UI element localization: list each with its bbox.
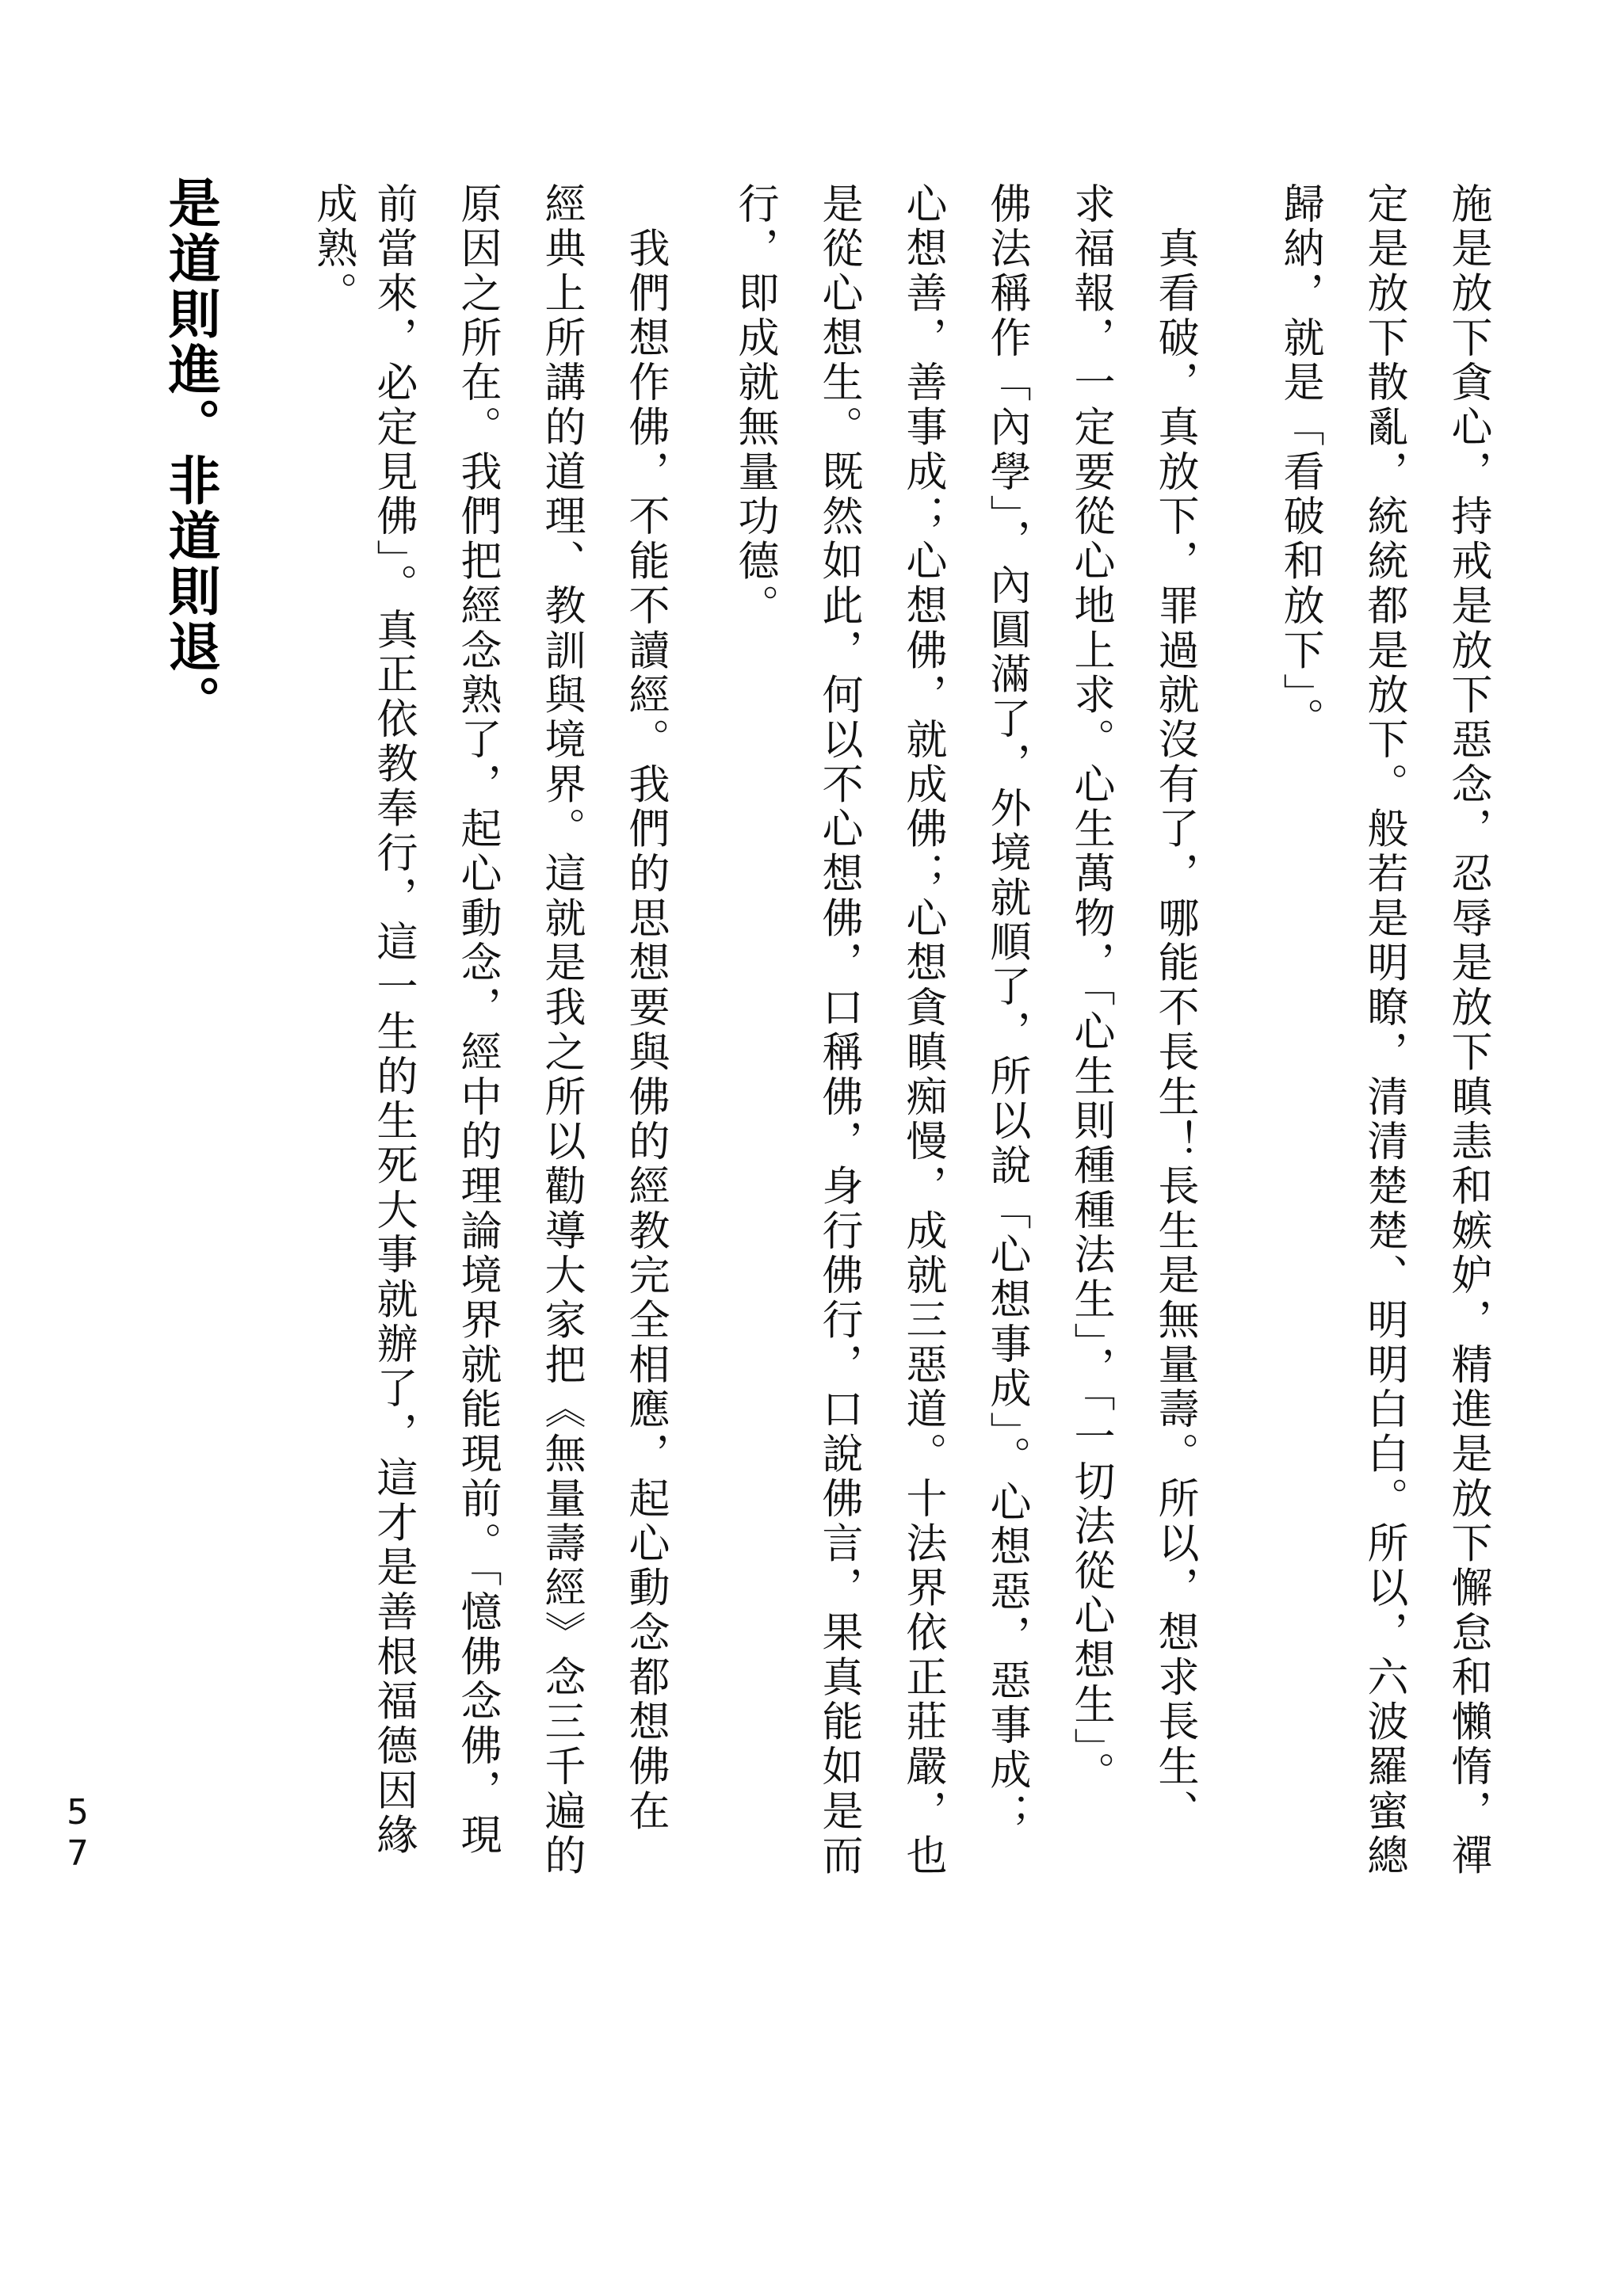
text-column: 歸納，就是「看破和放下」。 [1276,182,1323,742]
text-column: 行，即成就無量功德。 [731,182,778,629]
text-column: 佛法稱作「內學」，內圓滿了，外境就順了，所以說「心想事成」。心想惡，惡事成； [983,182,1030,1838]
text-column: 真看破，真放下，罪過就沒有了，哪能不長生！長生是無量壽。所以，想求長生、 [1151,182,1198,1834]
text-column: 前當來，必定見佛」。真正依教奉行，這一生的生死大事就辦了，這才是善根福德因緣 [369,182,417,1859]
page-number-digit: 5 [67,1792,89,1833]
motto: 是道則進。非道則退。 [159,176,220,730]
text-column: 經典上所講的道理、教訓與境界。這就是我之所以勸導大家把《無量壽經》念三千遍的 [537,182,585,1879]
text-column: 原因之所在。我們把經念熟了，起心動念，經中的理論境界就能現前。「憶佛念佛，現 [453,182,501,1859]
text-column: 定是放下散亂，統統都是放下。般若是明瞭，清清楚楚、明明白白。所以，六波羅蜜總 [1360,182,1407,1879]
page-number-digit: 7 [67,1833,89,1874]
text-column: 成熟。 [309,182,357,317]
text-column: 我們想作佛，不能不讀經。我們的思想要與佛的經教完全相應，起心動念都想佛在 [621,182,669,1834]
text-column: 求福報，一定要從心地上求。心生萬物，「心生則種種法生」，「一切法從心想生」。 [1067,182,1114,1797]
text-column: 是從心想生。既然如此，何以不心想佛，口稱佛，身行佛行，口說佛言，果真能如是而 [815,182,862,1879]
page-number [62,1792,94,1875]
text-column: 施是放下貪心，持戒是放下惡念，忍辱是放下瞋恚和嫉妒，精進是放下懈怠和懶惰，禪 [1444,182,1491,1879]
text-column: 心想善，善事成；心想佛，就成佛；心想貪瞋痴慢，成就三惡道。十法界依正莊嚴，也 [899,182,946,1879]
